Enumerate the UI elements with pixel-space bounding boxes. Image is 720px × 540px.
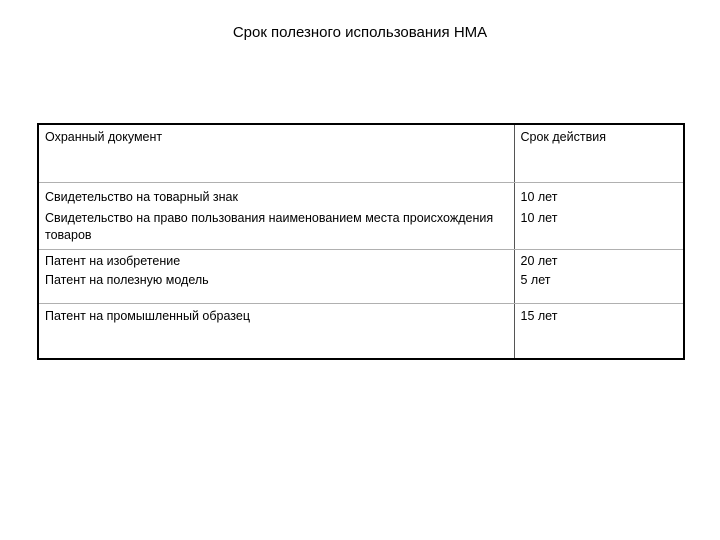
term-cell bbox=[514, 304, 684, 360]
terms-table bbox=[37, 123, 685, 360]
document-name: Патент на полезную модель bbox=[45, 273, 209, 287]
term-value: 10 лет bbox=[520, 190, 558, 204]
term-value: 5 лет bbox=[520, 273, 551, 287]
document-cell bbox=[38, 183, 514, 250]
document-cell bbox=[38, 250, 514, 304]
term-value: 15 лет bbox=[520, 309, 558, 323]
table-row bbox=[38, 183, 684, 250]
term-cell bbox=[514, 183, 684, 250]
table-header-row bbox=[38, 124, 684, 183]
table-row bbox=[38, 304, 684, 360]
header-cell-document: Охранный документ bbox=[38, 124, 514, 183]
term-cell bbox=[514, 250, 684, 304]
term-value: 20 лет bbox=[520, 254, 558, 268]
term-value: 10 лет bbox=[520, 211, 558, 225]
document-name: Патент на промышленный образец bbox=[45, 309, 250, 323]
table-row bbox=[38, 250, 684, 304]
document-name: Свидетельство на товарный знак bbox=[45, 190, 238, 204]
document-name: Свидетельство на право пользования наименованием места происхождения товаров bbox=[45, 211, 494, 242]
page-title: Срок полезного использования НМА bbox=[232, 24, 488, 41]
document-cell bbox=[38, 304, 514, 360]
document-name: Патент на изобретение bbox=[45, 254, 181, 268]
header-cell-term: Срок действия bbox=[514, 124, 684, 183]
